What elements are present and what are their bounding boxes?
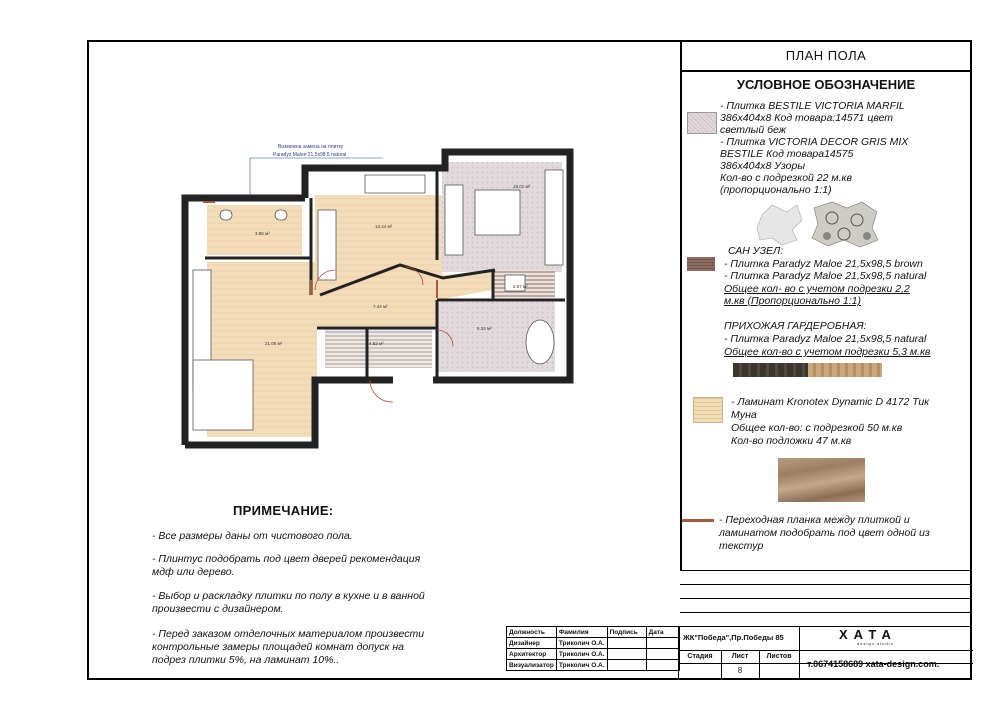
staff-table — [506, 626, 680, 671]
stamp-role: Дизайнер — [507, 638, 557, 649]
legend-bath-line: Общее кол- во с учетом подрезки 2,2 — [724, 283, 910, 295]
legend-laminate-line: Кол-во подложки 47 м.кв — [731, 435, 852, 447]
page-title: ПЛАН ПОЛА — [785, 48, 867, 63]
note-item: произвести с дизайнером. — [152, 603, 284, 615]
floor-wardrobe — [325, 328, 367, 368]
swatch-maloe-brown — [733, 363, 808, 377]
callout-line-2: Paradyz Maloe 21,5x98,5 natural — [273, 152, 347, 158]
sheet-header: Стадия — [687, 653, 713, 660]
legend-laminate-line: Муна — [731, 409, 757, 421]
swatch-bath-brown — [687, 257, 715, 271]
legend-bath-line: м.кв (Пропорционально 1:1) — [724, 295, 861, 307]
stamp-role: Архитектор — [507, 649, 557, 660]
floor-plan-svg — [175, 130, 585, 460]
legend-hall-line: - Плитка Paradyz Maloe 21,5x98,5 natural — [724, 333, 927, 345]
room-label: 21.00 м² — [265, 341, 283, 346]
stamp-name: Триколич О.А. — [556, 638, 607, 649]
studio-logo: ХАТА — [839, 627, 897, 642]
floor-plan — [175, 130, 585, 460]
stamp-header: Дата — [646, 627, 679, 638]
title-box — [680, 40, 972, 72]
sheet-number: 8 — [737, 666, 743, 675]
studio-logo-sub: design-studio — [857, 641, 894, 646]
note-item: подрез плитки 5%, на ламинат 10%.. — [152, 654, 340, 666]
stamp-name: Триколич О.А. — [556, 660, 607, 671]
stamp-header: Фамилия — [556, 627, 607, 638]
stamp-name: Триколич О.А. — [556, 649, 607, 660]
legend-transition-line: - Переходная планка между плиткой и — [719, 514, 910, 526]
legend-bath-line: - Плитка Paradyz Maloe 21,5x98,5 natural — [724, 270, 927, 282]
room-label: 4.52 м² — [369, 341, 384, 346]
sheet-header: Лист — [731, 653, 749, 660]
legend-tile-line: светлый беж — [720, 124, 786, 136]
legend-tile-line: (пропорционально 1:1) — [720, 184, 832, 196]
legend-tile-line: - Плитка BESTILE VICTORIA MARFIL — [720, 100, 905, 112]
note-item: контрольные замеры площадей комнат допуск на — [152, 641, 405, 653]
hex-tile-images — [752, 200, 882, 250]
studio-contact: т.0674158689 xata-design.com. — [807, 659, 940, 669]
note-item: мдф или дерево. — [152, 566, 235, 578]
legend-heading-box — [680, 72, 972, 96]
legend-transition-line: текстур — [719, 540, 764, 552]
hex-tile-decor — [812, 202, 878, 247]
stamp-header: Должность — [507, 627, 557, 638]
room-label: 3.86 м² — [255, 231, 270, 236]
legend-bath-line: САН УЗЕЛ: — [728, 245, 784, 257]
legend-laminate-line: Общее кол-во: с подрезкой 50 м.кв — [731, 422, 903, 434]
floor-entrance — [367, 328, 432, 368]
notes-heading: ПРИМЕЧАНИЕ: — [233, 503, 334, 518]
legend-hall-line: Общее кол-во с учетом подрезки 5,3 м.кв — [724, 346, 931, 358]
note-item: - Выбор и раскладку плитки по полу в кухне и в ванной — [152, 590, 425, 602]
legend-transition-line: ламинатом подобрать под цвет одной из — [719, 527, 930, 539]
room-label: 13.44 м² — [375, 224, 393, 229]
legend-tile-line: - Плитка VICTORIA DECOR GRIS MIX — [720, 136, 909, 148]
laminate-sample-image — [778, 458, 865, 502]
room-label: 2.57 м² — [513, 284, 528, 289]
hex-tile-plain — [757, 205, 802, 245]
room-label: 19.01 м² — [513, 184, 531, 189]
legend-tile-line: Кол-во с подрезкой 22 м.кв — [720, 172, 852, 184]
legend-tile-line: 386x404x8 Узоры — [720, 160, 806, 172]
note-item: - Плинтус подобрать под цвет дверей рекомендация — [152, 553, 421, 565]
note-item: - Перед заказом отделочных материалом произвести — [152, 628, 425, 640]
stamp-header: Подпись — [607, 627, 646, 638]
note-item: - Все размеры даны от чистового пола. — [152, 530, 353, 542]
callout-line-1: Возможна замена на плитку — [278, 144, 344, 150]
legend-bath-line: - Плитка Paradyz Maloe 21,5x98,5 brown — [724, 258, 923, 270]
legend-hall-line: ПРИХОЖАЯ ГАРДЕРОБНАЯ: — [724, 320, 867, 332]
project-address: ЖК"Победа",Пр.Победы 85 — [683, 633, 784, 642]
swatch-tile-marfil — [687, 112, 717, 134]
legend-tile-line: 386x404x8 Код товара:14571 цвет — [720, 112, 894, 124]
legend-heading: УСЛОВНОЕ ОБОЗНАЧЕНИЕ — [736, 77, 916, 92]
stamp-role: Визуализатор — [507, 660, 557, 671]
swatch-maloe-natural — [808, 363, 882, 377]
stamp-right — [678, 626, 973, 680]
room-label: 6.34 м² — [477, 326, 492, 331]
sheet-header: Листов — [766, 653, 792, 660]
swatch-laminate — [693, 397, 723, 423]
room-label: 7.44 м² — [373, 304, 388, 309]
swatch-transition — [682, 519, 714, 522]
legend-laminate-line: - Ламинат Kronotex Dynamic D 4172 Тик — [731, 396, 930, 408]
legend-tile-line: BESTILE Код товара14575 — [720, 148, 854, 160]
